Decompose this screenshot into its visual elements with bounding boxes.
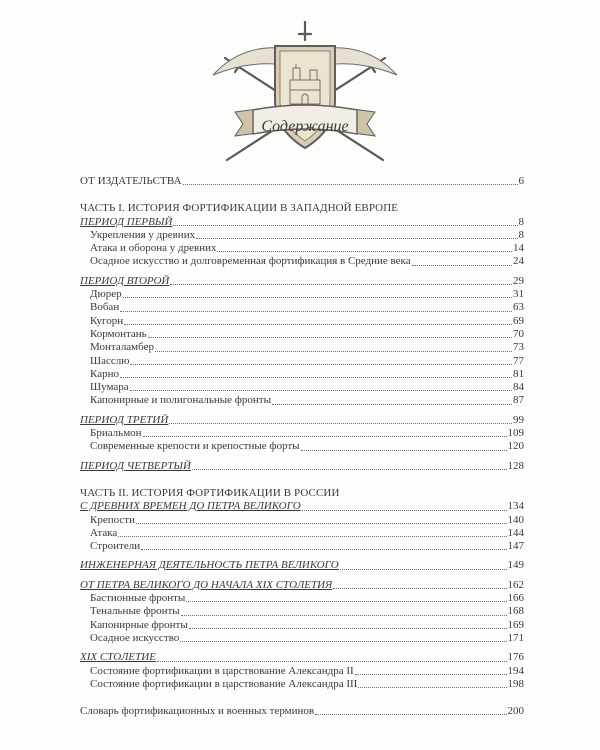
toc-entry-label: ПЕРИОД ПЕРВЫЙ <box>80 215 173 228</box>
toc-period-entry[interactable] <box>80 460 524 473</box>
leader-dots <box>355 673 507 675</box>
leader-dots <box>183 183 518 185</box>
toc-entry-page: 6 <box>518 175 524 187</box>
toc-entry-page: 73 <box>513 341 524 354</box>
leader-dots <box>169 422 512 424</box>
toc-entry-label: Бриальмон <box>90 427 142 440</box>
heraldic-emblem <box>205 20 405 170</box>
toc-period-entry[interactable] <box>80 216 524 229</box>
toc-entry-label: Современные крепости и крепостные форты <box>90 440 300 453</box>
toc-entry-label: Кугорн <box>90 314 124 327</box>
toc-entry-page: 200 <box>507 705 524 718</box>
leader-dots <box>130 389 512 391</box>
toc-entry-label: С ДРЕВНИХ ВРЕМЕН ДО ПЕТРА ВЕЛИКОГО <box>80 500 301 513</box>
leader-dots <box>189 627 507 629</box>
toc-entry[interactable] <box>80 394 524 407</box>
leader-dots <box>136 522 507 524</box>
toc-entry[interactable] <box>80 381 524 394</box>
toc-period-entry[interactable] <box>80 579 524 592</box>
toc-entry-page: 147 <box>507 540 524 553</box>
toc-entry-publisher[interactable] <box>80 175 524 188</box>
toc-entry-label: Капонирные фронты <box>90 618 188 631</box>
leader-dots <box>143 435 507 437</box>
toc-entry-glossary[interactable] <box>80 705 524 718</box>
toc-entry-label: Шасслю <box>90 354 130 367</box>
toc-entry[interactable] <box>80 605 524 618</box>
toc-entry-page: 176 <box>507 651 524 664</box>
leader-dots <box>301 449 507 451</box>
toc-entry-label: Словарь фортификационных и военных терминов <box>80 705 315 718</box>
toc-entry[interactable] <box>80 514 524 527</box>
toc-entry-label: Дюрер <box>90 288 122 301</box>
toc-entry-page: 87 <box>513 394 524 407</box>
leader-dots <box>157 660 507 662</box>
leader-dots <box>170 283 512 285</box>
toc-entry-page: 109 <box>507 427 524 440</box>
toc-entry[interactable] <box>80 665 524 678</box>
leader-dots <box>358 686 506 688</box>
toc-entry[interactable] <box>80 427 524 440</box>
emblem-title: Содержание <box>261 118 349 135</box>
leader-dots <box>315 713 506 715</box>
leader-dots <box>272 403 512 405</box>
toc-entry-page: 166 <box>507 592 524 605</box>
toc-entry[interactable] <box>80 288 524 301</box>
toc-entry[interactable] <box>80 229 524 242</box>
toc-entry-label: Строители <box>90 540 141 553</box>
leader-dots <box>141 548 506 550</box>
leader-dots <box>186 600 506 602</box>
toc-entry-label: Бастионные фронты <box>90 592 186 605</box>
toc-period-entry[interactable] <box>80 500 524 513</box>
toc-entry-page: 128 <box>507 459 524 472</box>
toc-entry-page: 149 <box>507 559 524 572</box>
toc-period-entry[interactable] <box>80 414 524 427</box>
toc-entry[interactable] <box>80 368 524 381</box>
leader-dots <box>196 237 517 239</box>
toc-entry-page: 84 <box>513 381 524 394</box>
toc-entry-page: 194 <box>507 664 524 677</box>
toc-entry-label: Шумара <box>90 381 129 394</box>
part-heading-2: ЧАСТЬ II. ИСТОРИЯ ФОРТИФИКАЦИИ В РОССИИ <box>80 486 340 499</box>
toc-entry-page: 31 <box>513 288 524 301</box>
toc-entry-label: Осадное искусство <box>90 631 180 644</box>
toc-entry-label: ОТ ПЕТРА ВЕЛИКОГО ДО НАЧАЛА XIX СТОЛЕТИЯ <box>80 578 333 591</box>
toc-entry-page: 134 <box>507 500 524 513</box>
leader-dots <box>333 587 506 589</box>
toc-entry[interactable] <box>80 255 524 268</box>
toc-entry[interactable] <box>80 592 524 605</box>
toc-entry-label: ПЕРИОД ЧЕТВЕРТЫЙ <box>80 459 191 472</box>
toc-entry-label: ПЕРИОД ТРЕТИЙ <box>80 413 169 426</box>
table-of-contents <box>80 175 524 718</box>
toc-period-entry[interactable] <box>80 651 524 664</box>
toc-entry-label: ОТ ИЗДАТЕЛЬСТВА <box>80 175 182 187</box>
part-1-list <box>80 216 524 473</box>
toc-entry-page: 69 <box>513 314 524 327</box>
toc-entry-page: 144 <box>507 526 524 539</box>
toc-entry[interactable] <box>80 440 524 453</box>
toc-period-entry[interactable] <box>80 275 524 288</box>
toc-entry[interactable] <box>80 301 524 314</box>
leader-dots <box>120 376 512 378</box>
toc-entry-page: 8 <box>518 215 524 228</box>
toc-entry[interactable] <box>80 527 524 540</box>
leader-dots <box>148 336 512 338</box>
toc-entry-page: 171 <box>507 631 524 644</box>
toc-entry-label: Укрепления у древних <box>90 228 196 241</box>
toc-entry-page: 14 <box>513 242 524 255</box>
toc-entry-label: Монталамбер <box>90 341 154 354</box>
toc-entry[interactable] <box>80 678 524 691</box>
leader-dots <box>180 640 506 642</box>
toc-entry-page: 77 <box>513 354 524 367</box>
leader-dots <box>181 614 507 616</box>
leader-dots <box>130 363 512 365</box>
toc-entry[interactable] <box>80 540 524 553</box>
toc-entry-label: Атака <box>90 526 118 539</box>
leader-dots <box>340 568 507 570</box>
toc-entry[interactable] <box>80 355 524 368</box>
leader-dots <box>192 468 507 470</box>
toc-entry-label: Атака и оборона у древних <box>90 242 217 255</box>
toc-entry-label: Капонирные и полигональные фронты <box>90 394 271 407</box>
toc-entry-page: 120 <box>507 440 524 453</box>
toc-entry-label: ИНЖЕНЕРНАЯ ДЕЯТЕЛЬНОСТЬ ПЕТРА ВЕЛИКОГО <box>80 559 339 572</box>
toc-entry-page: 8 <box>518 228 524 241</box>
toc-entry[interactable] <box>80 328 524 341</box>
part-heading-1: ЧАСТЬ I. ИСТОРИЯ ФОРТИФИКАЦИИ В ЗАПАДНОЙ ЕВРОПЕ <box>80 202 399 215</box>
part-2-list <box>80 500 524 691</box>
toc-entry-page: 168 <box>507 605 524 618</box>
leader-dots <box>120 310 512 312</box>
toc-entry-label: Кормонтань <box>90 327 147 340</box>
toc-entry-label: XIX СТОЛЕТИЕ <box>80 651 156 664</box>
toc-entry-label: Состояние фортификации в царствование Александра II <box>90 664 354 677</box>
toc-period-entry[interactable] <box>80 559 524 572</box>
toc-entry-page: 162 <box>507 578 524 591</box>
toc-entry-page: 169 <box>507 618 524 631</box>
toc-entry-label: Карно <box>90 367 119 380</box>
leader-dots <box>124 323 512 325</box>
toc-entry[interactable] <box>80 242 524 255</box>
leader-dots <box>217 250 512 252</box>
toc-entry-label: Состояние фортификации в царствование Александра III <box>90 677 358 690</box>
toc-entry-label: Тенальные фронты <box>90 605 180 618</box>
leader-dots <box>412 264 512 266</box>
toc-entry-page: 63 <box>513 301 524 314</box>
leader-dots <box>302 509 507 511</box>
toc-entry-label: Вобан <box>90 301 120 314</box>
toc-entry[interactable] <box>80 341 524 354</box>
toc-entry-label: Осадное искусство и долговременная фортификация в Средние века <box>90 255 411 268</box>
toc-entry-page: 70 <box>513 327 524 340</box>
toc-entry[interactable] <box>80 632 524 645</box>
toc-entry-label: Крепости <box>90 513 135 526</box>
toc-entry[interactable] <box>80 619 524 632</box>
toc-entry-page: 198 <box>507 677 524 690</box>
leader-dots <box>118 535 506 537</box>
leader-dots <box>155 350 512 352</box>
leader-dots <box>173 224 517 226</box>
toc-entry-page: 29 <box>513 274 524 287</box>
toc-entry-page: 81 <box>513 367 524 380</box>
toc-entry[interactable] <box>80 315 524 328</box>
leader-dots <box>123 296 512 298</box>
toc-entry-page: 24 <box>513 255 524 268</box>
toc-entry-label: ПЕРИОД ВТОРОЙ <box>80 274 170 287</box>
toc-entry-page: 99 <box>513 413 524 426</box>
toc-entry-page: 140 <box>507 513 524 526</box>
